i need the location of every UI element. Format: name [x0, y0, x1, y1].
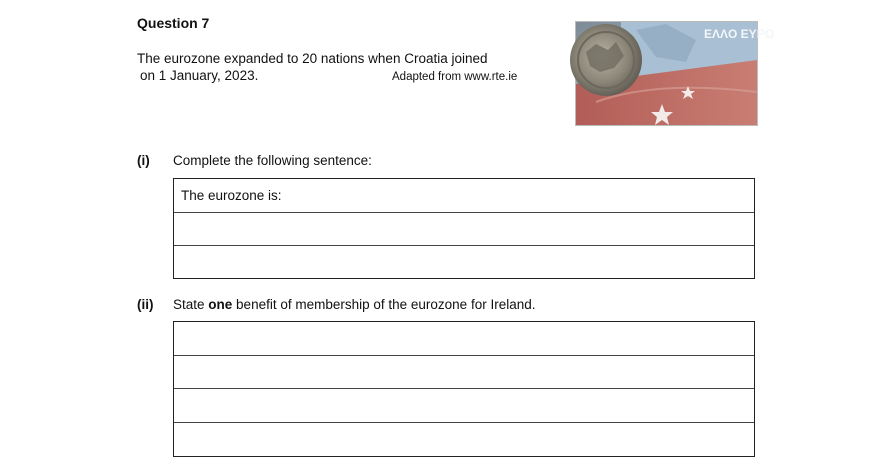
part-i-label: (i) [137, 153, 150, 168]
intro-text-line2: on 1 January, 2023. [140, 68, 259, 83]
part-ii-prompt [173, 297, 535, 312]
answer-line[interactable] [174, 246, 754, 280]
intro-text-line1: The eurozone expanded to 20 nations when Croatia joined [137, 51, 488, 66]
part-ii-prompt-emphasis: one [208, 297, 233, 312]
part-ii-prompt-end: benefit of membership of the eurozone for Ireland. [232, 297, 536, 312]
answer-box-part-ii[interactable] [173, 321, 755, 457]
answer-line-prompt: The eurozone is: [181, 188, 282, 203]
answer-line[interactable] [174, 322, 754, 356]
answer-line[interactable] [174, 389, 754, 423]
part-i-prompt: Complete the following sentence: [173, 153, 372, 168]
euro-photo [575, 21, 775, 126]
answer-box-part-i[interactable] [173, 178, 755, 279]
photo-text-euro: EΛΛO EΥΡΩ [704, 27, 775, 41]
part-ii-prompt-start: State [173, 297, 209, 312]
answer-line[interactable] [174, 356, 754, 390]
euro-photo-image [576, 22, 775, 125]
answer-line[interactable] [174, 179, 754, 213]
answer-line[interactable] [174, 213, 754, 247]
question-title: Question 7 [137, 15, 210, 31]
source-credit: Adapted from www.rte.ie [392, 71, 518, 83]
answer-line[interactable] [174, 423, 754, 457]
part-ii-label: (ii) [137, 297, 154, 312]
